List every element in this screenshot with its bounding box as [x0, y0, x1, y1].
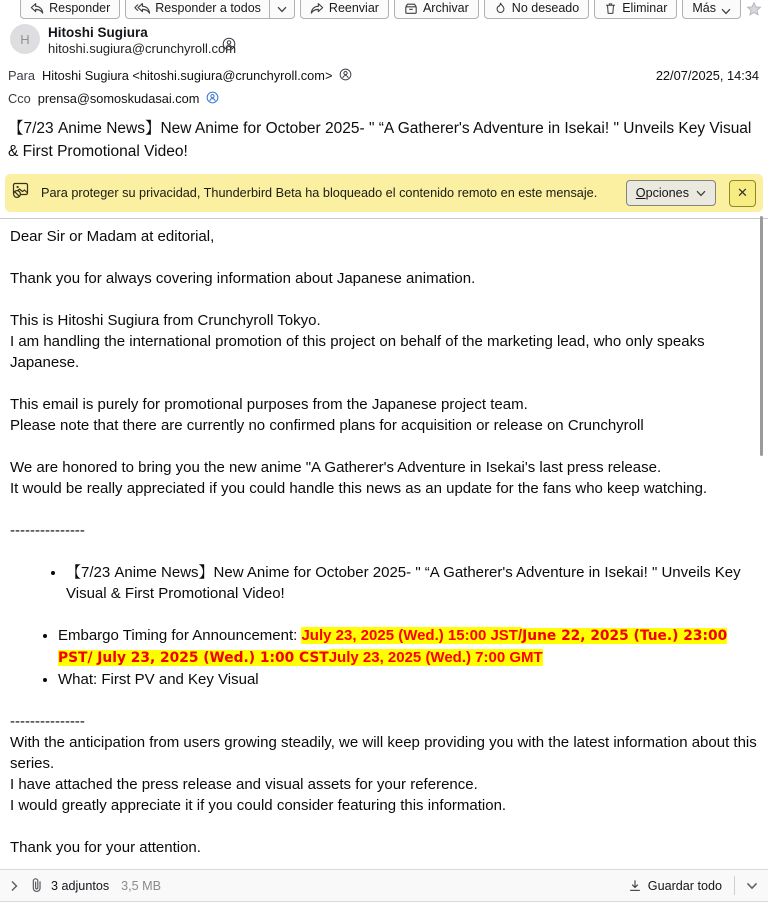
embargo-time-jst: July 23, 2025 (Wed.) 15:00 JST/ — [301, 627, 523, 644]
bullet-item-embargo — [58, 625, 758, 669]
banner-close-button[interactable] — [729, 180, 756, 207]
close-icon: ✕ — [737, 185, 748, 200]
embargo-time-gmt: July 23, 2025 (Wed.) 7:00 GMT — [328, 649, 543, 666]
body-line: This email is purely for promotional purposes from the Japanese project team. — [10, 396, 528, 413]
archive-button[interactable] — [394, 0, 479, 19]
contact-icon-blue[interactable] — [206, 91, 219, 107]
reply-all-label: Responder a todos — [155, 1, 261, 15]
paragraph — [10, 457, 758, 499]
chevron-down-icon — [696, 190, 706, 197]
body-line: I have attached the press release and visual assets for your reference. — [10, 776, 478, 793]
sender-header — [0, 20, 768, 64]
reply-all-splitbutton — [125, 0, 295, 19]
attachment-count[interactable]: 3 adjuntos — [51, 878, 110, 893]
more-button[interactable] — [682, 0, 741, 19]
message-subject: 【7/23 Anime News】New Anime for October 2025- " “A Gatherer's Adventure in Isekai! " Unveils Key Visual & First Promotional Video! — [8, 120, 752, 160]
paragraph: Thank you for always covering information about Japanese animation. — [10, 270, 476, 287]
contact-icon[interactable] — [339, 68, 352, 84]
body-line: This is Hitoshi Sugiura from Crunchyroll Tokyo. — [10, 312, 321, 329]
banner-options-button[interactable] — [626, 180, 716, 206]
download-icon — [628, 879, 642, 893]
bullet-item: • What: First PV and Key Visual — [58, 669, 758, 690]
sender-name[interactable]: Hitoshi Sugiura — [48, 25, 148, 40]
paragraph — [10, 310, 758, 373]
body-line: With the anticipation from users growing steadily, we will keep providing you with the latest information about this series. — [10, 734, 757, 772]
chevron-down-icon — [721, 8, 731, 15]
trash-icon — [604, 2, 617, 15]
to-row — [0, 64, 768, 87]
bullet-list-1 — [10, 562, 758, 604]
save-all-label: Guardar todo — [647, 878, 722, 893]
message-body — [0, 219, 768, 858]
separator — [734, 876, 735, 895]
paragraph: Dear Sir or Madam at editorial, — [10, 228, 215, 245]
star-icon — [746, 1, 762, 17]
reply-all-dropdown[interactable] — [269, 0, 294, 18]
scrollbar-thumb[interactable] — [760, 216, 763, 456]
dashed-divider: --------------- — [10, 522, 85, 539]
save-all-button[interactable] — [626, 875, 724, 897]
blocked-image-icon — [12, 182, 30, 204]
to-address[interactable]: Hitoshi Sugiura <hitoshi.sugiura@crunchyroll.com> — [42, 68, 333, 83]
banner-message: Para proteger su privacidad, Thunderbird Beta ha bloqueado el contenido remoto en este mensaje. — [41, 186, 598, 200]
add-contact-icon[interactable] — [222, 37, 236, 56]
body-line: I am handling the international promotion of this project on behalf of the marketing lead, who only speaks Japanese. — [10, 333, 705, 371]
dashed-divider: --------------- — [10, 713, 85, 730]
flame-icon — [494, 2, 507, 15]
attachment-actions — [626, 875, 760, 897]
bullet-list-2 — [10, 625, 758, 690]
chevron-right-icon — [10, 880, 19, 892]
to-label: Para — [8, 68, 36, 83]
junk-button[interactable] — [484, 0, 589, 19]
attachment-size: 3,5 MB — [121, 878, 162, 893]
archive-label: Archivar — [422, 1, 469, 15]
reply-label: Responder — [49, 1, 111, 15]
chevron-down-icon — [746, 882, 758, 890]
delete-button[interactable] — [594, 0, 677, 19]
forward-label: Reenviar — [328, 1, 379, 15]
paragraph — [10, 394, 758, 436]
notification-area — [0, 172, 768, 219]
archive-icon — [404, 2, 418, 15]
reply-all-icon — [134, 2, 150, 15]
reply-icon — [30, 2, 44, 15]
reply-all-button[interactable] — [126, 0, 269, 18]
body-line: It would be really appreciated if you could handle this news as an update for the fans who keep watching. — [10, 480, 708, 497]
embargo-prefix: Embargo Timing for Announcement: — [58, 627, 302, 644]
attachment-bar — [0, 869, 768, 902]
junk-label: No deseado — [511, 1, 580, 15]
message-action-toolbar — [0, 0, 768, 20]
body-line: Please note that there are currently no confirmed plans for acquisition or release on Crunchyroll — [10, 417, 644, 434]
embargo-time-pst-cst: June 22, 2025 (Tue.) 23:00 PST/ July 23, 2025 (Wed.) 1:00 CST — [58, 628, 728, 666]
chevron-down-icon — [277, 6, 287, 13]
options-accesskey: O — [635, 186, 646, 200]
paperclip-icon — [30, 877, 43, 894]
save-all-dropdown[interactable] — [744, 880, 760, 892]
forward-icon — [310, 2, 324, 15]
options-label: pciones — [645, 186, 689, 200]
bcc-row — [0, 87, 768, 110]
remote-content-banner — [5, 174, 763, 212]
bullet-item: • 【7/23 Anime News】New Anime for October 2025- " “A Gatherer's Adventure in Isekai! " Unveils Key Visual & First Promotional Video! — [66, 562, 758, 604]
message-date: 22/07/2025, 14:34 — [655, 68, 759, 83]
star-flag-button[interactable] — [746, 1, 762, 20]
sender-email[interactable]: hitoshi.sugiura@crunchyroll.com — [48, 41, 237, 56]
delete-label: Eliminar — [622, 1, 668, 15]
bcc-label: Cco — [8, 91, 31, 106]
body-line: We are honored to bring you the new anime "A Gatherer's Adventure in Isekai's last press release. — [10, 459, 662, 476]
paragraph: Thank you for your attention. — [10, 839, 201, 856]
reply-button[interactable] — [20, 0, 120, 19]
paragraph — [10, 732, 758, 816]
attachments-expand-button[interactable] — [8, 878, 21, 894]
avatar: H — [10, 24, 40, 54]
body-line: I would greatly appreciate it if you could consider featuring this information. — [10, 797, 507, 814]
forward-button[interactable] — [300, 0, 389, 19]
bcc-address[interactable]: prensa@somoskudasai.com — [37, 91, 200, 106]
more-label: Más — [692, 1, 716, 15]
